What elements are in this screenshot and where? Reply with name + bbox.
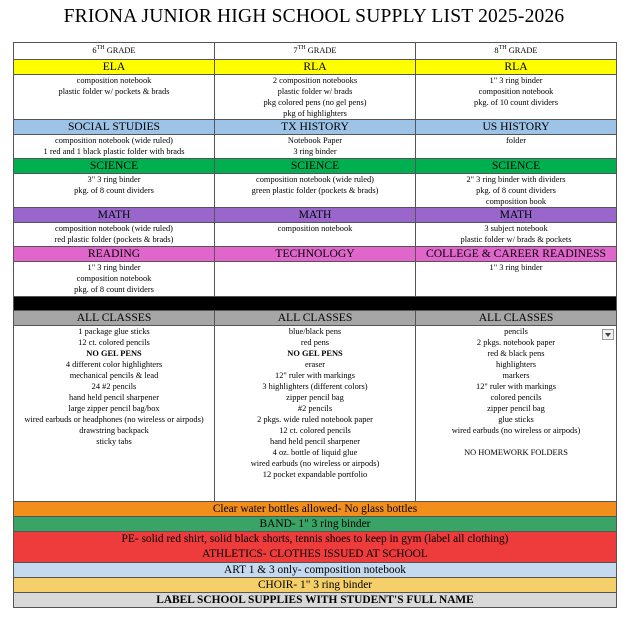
supply-item: 12 ct. colored pencils: [78, 338, 150, 347]
supply-item: NO GEL PENS: [287, 349, 343, 358]
supply-item: pkg. of 8 count dividers: [476, 186, 556, 195]
grade-8-header: 8TH GRADE: [416, 43, 617, 60]
us-history-header: US HISTORY: [416, 120, 617, 135]
tx-history-header: TX HISTORY: [215, 120, 416, 135]
supply-item: NO HOMEWORK FOLDERS: [464, 448, 568, 457]
supply-item: 12 ct. colored pencils: [279, 426, 351, 435]
supply-item: 1 red and 1 black plastic folder with brads: [43, 147, 185, 156]
grade-7-header: 7TH GRADE: [215, 43, 416, 60]
supply-item: 2 pkgs. notebook paper: [476, 338, 556, 347]
grade-6-header: 6TH GRADE: [14, 43, 215, 60]
supply-item: composition notebook: [277, 224, 353, 233]
water-bottle-note: Clear water bottles allowed- No glass bottles: [14, 502, 617, 517]
supply-item: [418, 436, 614, 447]
page-title: FRIONA JUNIOR HIGH SCHOOL SUPPLY LIST 2025-2026: [63, 6, 565, 27]
rla-items-7: [215, 75, 416, 120]
supply-item: 1 package glue sticks: [78, 327, 150, 336]
supply-item: #2 pencils: [297, 404, 333, 413]
supply-item: pkg of highlighters: [283, 109, 347, 118]
supply-item: green plastic folder (pockets & brads): [251, 186, 379, 195]
supply-item: 12 pocket expandable portfolio: [262, 470, 368, 479]
social-items-6: [14, 135, 215, 159]
all-classes-header-7: ALL CLASSES: [215, 311, 416, 326]
technology-header: TECHNOLOGY: [215, 247, 416, 262]
supply-item: zipper pencil bag: [487, 404, 545, 413]
science-items-6: [14, 174, 215, 208]
band-note: BAND- 1" 3 ring binder: [14, 517, 617, 532]
supply-item: markers: [502, 371, 530, 380]
supply-table: [13, 42, 617, 608]
math-items-6: [14, 223, 215, 247]
art-note: ART 1 & 3 only- composition notebook: [14, 563, 617, 578]
supply-item: 1" 3 ring binder: [489, 76, 543, 85]
supply-item: pencils: [504, 327, 528, 336]
supply-item: large zipper pencil bag/box: [68, 404, 160, 413]
math-items-8: [416, 223, 617, 247]
supply-item: hand held pencil sharpener: [270, 437, 360, 446]
supply-item: NO GEL PENS: [86, 349, 142, 358]
science-items-8: [416, 174, 617, 208]
supply-item: plastic folder w/ pockets & brads: [58, 87, 170, 96]
social-items-8: [416, 135, 617, 159]
black-divider: [14, 297, 617, 311]
supply-item: composition notebook (wide ruled): [55, 136, 173, 145]
supply-item: red pens: [300, 338, 330, 347]
supply-item: red plastic folder (pockets & brads): [54, 235, 174, 244]
label-supplies-note: LABEL SCHOOL SUPPLIES WITH STUDENT'S FULL NAME: [14, 593, 617, 608]
reading-items: [14, 262, 215, 297]
supply-item: composition notebook: [76, 274, 152, 283]
supply-item: 1" 3 ring binder: [87, 263, 141, 272]
supply-item: red & black pens: [487, 349, 545, 358]
supply-item: composition notebook (wide ruled): [256, 175, 374, 184]
supply-item: blue/black pens: [288, 327, 342, 336]
dropdown-arrow-icon[interactable]: [602, 329, 614, 340]
supply-item: 3 subject notebook: [484, 224, 548, 233]
supply-item: pkg. of 8 count dividers: [74, 285, 154, 294]
supply-item: 2" 3 ring binder with dividers: [466, 175, 566, 184]
all-classes-header-8: ALL CLASSES: [416, 311, 617, 326]
social-studies-header: SOCIAL STUDIES: [14, 120, 215, 135]
rla-header-7: RLA: [215, 60, 416, 75]
supply-item: 3 highlighters (different colors): [262, 382, 368, 391]
supply-item: 12" ruler with markings: [275, 371, 355, 380]
supply-item: wired earbuds (no wireless or airpods): [250, 459, 380, 468]
supply-item: plastic folder w/ brads: [277, 87, 353, 96]
all-classes-items-7: [215, 326, 416, 502]
ela-items-6: [14, 75, 215, 120]
all-classes-items-8: [416, 326, 617, 502]
supply-item: sticky tabs: [96, 437, 132, 446]
supply-item: Notebook Paper: [287, 136, 343, 145]
supply-item: wired earbuds (no wireless or airpods): [451, 426, 581, 435]
supply-item: 3" 3 ring binder: [87, 175, 141, 184]
math-header-7: MATH: [215, 208, 416, 223]
all-classes-header-6: ALL CLASSES: [14, 311, 215, 326]
supply-item: drawstring backpack: [79, 426, 149, 435]
supply-item: composition notebook (wide ruled): [55, 224, 173, 233]
supply-item: pkg. of 10 count dividers: [474, 98, 558, 107]
supply-item: mechanical pencils & lead: [69, 371, 159, 380]
supply-item: 4 oz. bottle of liquid glue: [272, 448, 358, 457]
supply-item: composition notebook: [76, 76, 152, 85]
supply-item: 24 #2 pencils: [91, 382, 137, 391]
math-items-7: [215, 223, 416, 247]
rla-header-8: RLA: [416, 60, 617, 75]
college-career-header: COLLEGE & CAREER READINESS: [416, 247, 617, 262]
supply-item: 2 pkgs. wide ruled notebook paper: [257, 415, 373, 424]
supply-item: 3 ring binder: [293, 147, 337, 156]
supply-item: hand held pencil sharpener: [69, 393, 159, 402]
supply-item: 1" 3 ring binder: [489, 263, 543, 272]
supply-item: highlighters: [495, 360, 536, 369]
math-header-6: MATH: [14, 208, 215, 223]
science-header-8: SCIENCE: [416, 159, 617, 174]
supply-item: plastic folder w/ brads & pockets: [460, 235, 572, 244]
supply-item: folder: [506, 136, 526, 145]
supply-item: 12" ruler with markings: [476, 382, 556, 391]
ela-header: ELA: [14, 60, 215, 75]
all-classes-items-6: [14, 326, 215, 502]
grade-row: [14, 43, 617, 60]
math-header-8: MATH: [416, 208, 617, 223]
social-items-7: [215, 135, 416, 159]
technology-items: [215, 262, 416, 297]
supply-item: 4 different color highlighters: [65, 360, 163, 369]
supply-item: zipper pencil bag: [286, 393, 344, 402]
rla-items-8: [416, 75, 617, 120]
supply-item: colored pencils: [490, 393, 542, 402]
college-career-items: [416, 262, 617, 297]
supply-item: pkg. of 8 count dividers: [74, 186, 154, 195]
reading-header: READING: [14, 247, 215, 262]
science-header-6: SCIENCE: [14, 159, 215, 174]
science-header-7: SCIENCE: [215, 159, 416, 174]
supply-item: pkg colored pens (no gel pens): [263, 98, 367, 107]
supply-item: eraser: [305, 360, 325, 369]
supply-item: composition notebook: [478, 87, 554, 96]
supply-item: composition book: [485, 197, 547, 206]
supply-item: wired earbuds or headphones (no wireless or airpods): [24, 415, 204, 424]
science-items-7: [215, 174, 416, 208]
supply-item: 2 composition notebooks: [272, 76, 358, 85]
choir-note: CHOIR- 1" 3 ring binder: [14, 578, 617, 593]
supply-item: glue sticks: [498, 415, 534, 424]
pe-athletics-note: PE- solid red shirt, solid black shorts, tennis shoes to keep in gym (label all clothing) ATHLETICS- CLOTHES ISSUED AT SCHOOL: [14, 532, 617, 563]
